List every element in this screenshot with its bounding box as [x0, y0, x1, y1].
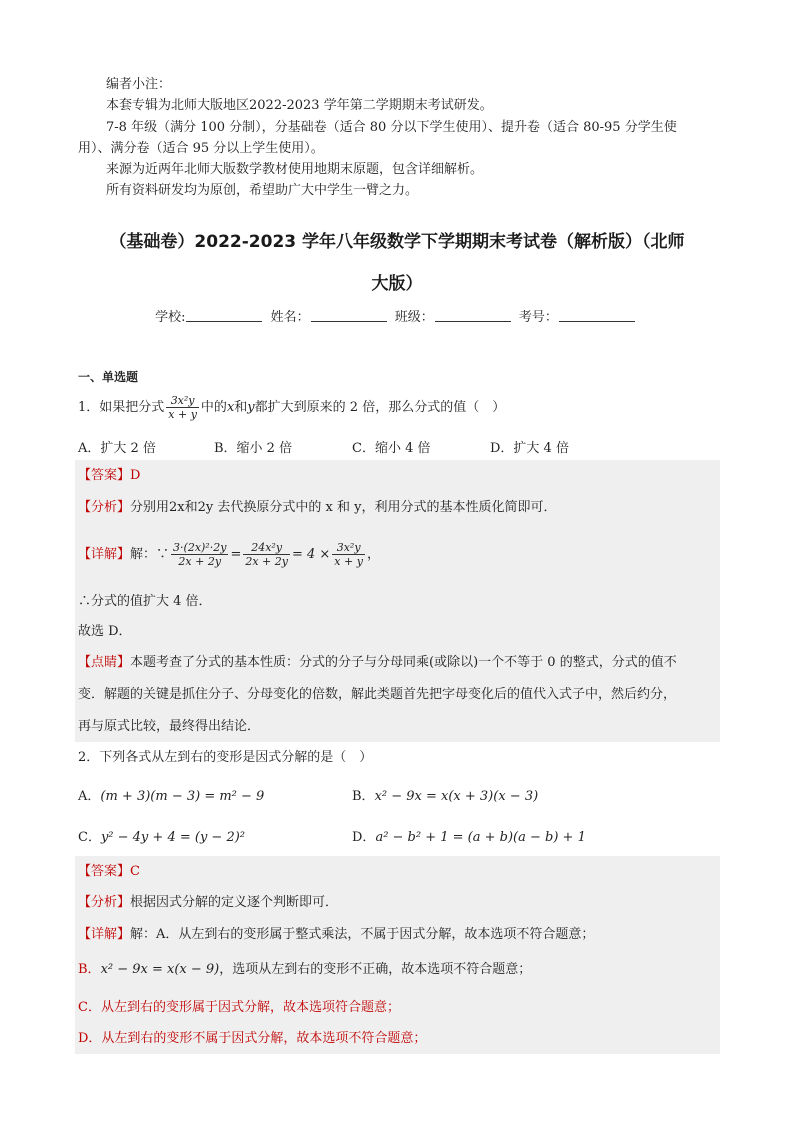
- question-1-option-b[interactable]: B．缩小 2 倍: [214, 441, 293, 456]
- page-title-line1: （基础卷）2022-2023 学年八年级数学下学期期末考试卷（解析版）（北师: [109, 232, 685, 252]
- school-field[interactable]: [186, 309, 262, 322]
- page-title-line2: 大版）: [371, 274, 423, 294]
- question-2-detail-a: 【详解】解：A．从左到右的变形属于整式乘法，不属于因式分解，故本选项不符合题意；: [78, 927, 595, 942]
- question-1-fraction: $\frac{\text{3x²y}}{x + y}$: [168, 394, 197, 421]
- question-2-detail-c: C．从左到右的变形属于因式分解，故本选项符合题意；: [78, 1000, 400, 1015]
- editor-note-line: 所有资料研发均为原创，希望助广大中学生一臂之力。: [106, 183, 419, 198]
- question-2-stem: 2．下列各式从左到右的变形是因式分解的是（ ）: [78, 750, 373, 765]
- exam-number-field[interactable]: [559, 309, 635, 322]
- question-2-option-b[interactable]: B．x² − 9x = x(x + 3)(x − 3): [352, 789, 539, 804]
- editor-note-heading: 编者小注：: [106, 77, 172, 92]
- question-2-option-c[interactable]: C．y² − 4y + 4 = (y − 2)²: [78, 830, 245, 845]
- question-2-detail-d: D．从左到右的变形不属于因式分解，故本选项不符合题意；: [78, 1031, 427, 1046]
- question-1-option-c[interactable]: C．缩小 4 倍: [352, 441, 431, 456]
- question-1-option-a[interactable]: A．扩大 2 倍: [78, 441, 156, 456]
- question-2-answer: 【答案】C: [78, 864, 140, 879]
- question-1-answer: 【答案】D: [78, 468, 141, 483]
- question-1-analysis: 【分析】分别用2x和2y 去代换原分式中的 x 和 y，利用分式的基本性质化简即可．: [78, 500, 557, 515]
- editor-note-line: 7-8 年级（满分 100 分制），分基础卷（适合 80 分以下学生使用）、提升卷（适合 80-95 分学生使: [106, 120, 677, 135]
- question-1-choose: 故选 D．: [78, 624, 132, 639]
- school-label: 学校:: [155, 310, 186, 325]
- question-2-solution-block: [75, 856, 720, 1054]
- editor-note-line: 本套专辑为北师大版地区2022-2023 学年第二学期期末考试研发。: [106, 98, 493, 113]
- question-2-detail-b: B．x² − 9x = x(x − 9)，选项从左到右的变形不正确，故本选项不符合题意；: [78, 962, 532, 977]
- question-2-option-d[interactable]: D．a² − b² + 1 = (a + b)(a − b) + 1: [352, 830, 586, 845]
- question-1-option-d[interactable]: D．扩大 4 倍: [490, 441, 569, 456]
- question-1-conclusion: ∴分式的值扩大 4 倍．: [78, 594, 212, 609]
- name-label: 姓名：: [270, 310, 310, 325]
- question-1-detail: 【详解】解：∵ $\frac{\text{3·(2x)²·2y}}{2x + 2y}$ = $\frac{\text{24x²y}}{2x + 2y}$ = 4 × $\frac{\text{3x²y}}{x + y}$ ，: [78, 541, 380, 568]
- section-title: 一、单选题: [78, 370, 139, 384]
- exam-number-label: 考号：: [518, 310, 558, 325]
- question-1-comment: 【点睛】本题考查了分式的基本性质：分式的分子与分母同乘(或除以)一个不等于 0 的整式，分式的值不 变．解题的关键是抓住分子、分母变化的倍数，解此类题首先把字母变化后的值代入式子中，然后约分， 再与原式比较，最终得出结论．: [78, 655, 677, 734]
- class-label: 班级：: [394, 310, 434, 325]
- question-2-option-a[interactable]: A．(m + 3)(m − 3) = m² − 9: [78, 789, 265, 804]
- name-field[interactable]: [311, 309, 387, 322]
- editor-note-line: 来源为近两年北师大版数学教材使用地期末原题，包含详细解析。: [106, 162, 484, 177]
- student-info-row: [0, 306, 794, 325]
- editor-note-line: 用）、满分卷（适合 95 分以上学生使用）。: [78, 141, 324, 156]
- question-1-stem: 1．如果把分式 $\frac{\text{3x²y}}{x + y}$ 中的x和y都扩大到原来的 2 倍，那么分式的值（ ）: [78, 394, 506, 421]
- question-2-analysis: 【分析】根据因式分解的定义逐个判断即可．: [78, 895, 339, 910]
- class-field[interactable]: [435, 309, 511, 322]
